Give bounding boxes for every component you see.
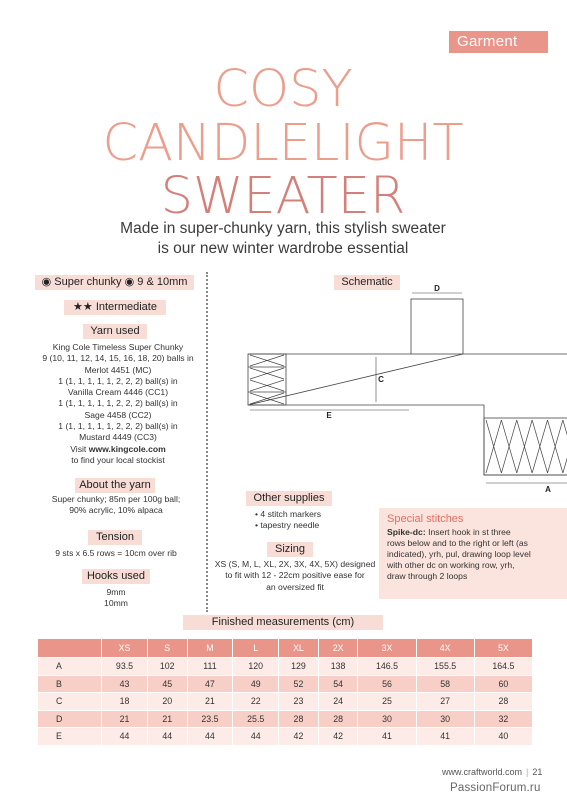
page-footer [442,767,542,777]
hook-size-label: 9 & 10mm [137,276,188,288]
hem-cross [532,420,547,473]
table-cell: 111 [187,658,233,676]
yarn-used-heading: Yarn used [83,324,147,339]
table-cell: 32 [474,710,532,728]
stitch-line: rows below and to the right or left (as [387,538,528,548]
row-label: B [38,675,102,693]
table-row [38,693,533,711]
table-header-cell: M [187,639,233,658]
stitch-term: Spike-dc: [387,527,426,537]
table-cell: 20 [147,693,187,711]
stitch-line: with other dc on working row, yrh, [387,560,515,570]
supplies-item: • 4 stitch markers [255,509,322,519]
row-label: E [38,728,102,746]
hem-cross [486,420,501,473]
table-header-cell: 2X [318,639,358,658]
watermark: PassionForum.ru [450,782,541,794]
stitch-line: Insert hook in st three [425,527,511,537]
table-cell: 43 [102,675,148,693]
stitch-line: indicated), yrh, pul, drawing loop level [387,549,531,559]
about-yarn-heading: About the yarn [75,478,155,493]
table-cell: 49 [233,675,279,693]
visit-prefix: Visit [70,443,89,454]
row-label: A [38,658,102,676]
table-header-cell: XL [279,639,319,658]
difficulty-stars: ★★ [73,301,93,313]
table-header-corner [38,639,102,658]
other-supplies-heading: Other supplies [246,491,332,506]
table-cell: 56 [358,675,416,693]
footer-site[interactable]: www.craftworld.com [442,767,523,777]
yarn-line: King Cole Timeless Super Chunky [52,342,184,352]
measurements-heading: Finished measurements (cm) [183,615,383,630]
about-yarn-line: 90% acrylic, 10% alpaca [69,505,163,516]
about-yarn-text [13,494,219,517]
table-cell: 60 [474,675,532,693]
footer-separator: | [526,767,529,777]
table-cell: 120 [233,658,279,676]
hem-cross [563,420,567,473]
table-cell: 27 [416,693,474,711]
table-header-row [38,639,533,658]
special-stitches-heading: Special stitches [387,513,464,525]
title-line-1: COSY [213,60,353,119]
special-stitches-box [379,508,567,599]
table-cell: 21 [102,710,148,728]
special-stitches-body [387,527,559,582]
table-cell: 28 [279,710,319,728]
stitch-line: draw through 2 loops [387,571,468,581]
tension-heading: Tension [88,530,142,545]
table-cell: 30 [358,710,416,728]
table-cell: 23 [279,693,319,711]
table-cell: 129 [279,658,319,676]
yarn-line: Mustard 4449 (CC3) [79,432,157,443]
visit-suffix: to find your local stockist [71,454,165,465]
sizing-line: to fit with 12 - 22cm positive ease for [225,570,365,581]
yarn-line: 1 (1, 1, 1, 1, 1, 2, 2, 2) ball(s) in [58,375,178,386]
table-header-cell: 5X [474,639,532,658]
sizing-text [210,559,380,593]
table-cell: 40 [474,728,532,746]
table-header-cell: L [233,639,279,658]
table-cell: 58 [416,675,474,693]
yarn-line: 9 (10, 11, 12, 14, 15, 16, 18, 20) balls in [42,353,194,364]
table-cell: 54 [318,675,358,693]
schematic-neck [411,299,463,354]
yarn-weight-label: Super chunky [54,276,122,288]
table-cell: 25.5 [233,710,279,728]
schematic-hem-pattern [486,420,567,473]
standfirst-line-2: is our new winter wardrobe essential [157,240,409,257]
table-cell: 44 [147,728,187,746]
sizing-line: an oversized fit [266,581,324,592]
measurements-table [37,638,533,746]
yarn-line: 1 (1, 1, 1, 1, 1, 2, 2, 2) ball(s) in [58,398,178,409]
table-cell: 21 [147,710,187,728]
table-cell: 30 [416,710,474,728]
yarn-ball-icon: ◉ [41,276,52,288]
sweater-schematic [236,284,551,499]
yarn-line: Vanilla Cream 4446 (CC1) [67,387,169,398]
dimension-d-label: D [434,284,440,293]
schematic-hem-rib [484,418,567,475]
standfirst-line-1: Made in super-chunky yarn, this stylish sweater [120,220,446,237]
tension-text: 9 sts x 6.5 rows = 10cm over rib [55,548,177,558]
hooks-heading: Hooks used [82,569,150,584]
title-line-2: CANDLELIGHT [102,114,464,173]
table-cell: 42 [279,728,319,746]
table-cell: 28 [474,693,532,711]
about-yarn-line: Super chunky; 85m per 100g ball; [51,494,181,504]
table-cell: 138 [318,658,358,676]
table-cell: 21 [187,693,233,711]
hook-line: 9mm [106,587,126,597]
title-line-3: SWEATER [160,167,406,226]
schematic-cuff-pattern [250,355,284,404]
hook-icon: ◉ [124,276,135,288]
yarn-line: Merlot 4451 (MC) [84,364,152,375]
table-cell: 102 [147,658,187,676]
supplies-list [255,509,321,532]
hem-cross [548,420,563,473]
table-row [38,675,533,693]
yarn-used-text [15,342,221,466]
table-cell: 24 [318,693,358,711]
table-header-cell: 4X [416,639,474,658]
table-cell: 155.5 [416,658,474,676]
table-cell: 93.5 [102,658,148,676]
table-header-cell: XS [102,639,148,658]
visit-line [15,444,221,455]
table-row [38,728,533,746]
table-cell: 42 [318,728,358,746]
table-cell: 22 [233,693,279,711]
table-cell: 44 [102,728,148,746]
dimension-c-label: C [378,375,384,384]
hooks-text [13,587,219,610]
dimension-e-label: E [326,411,332,420]
hem-cross [517,420,532,473]
yarn-line: 1 (1, 1, 1, 1, 1, 2, 2, 2) ball(s) in [58,421,178,432]
hook-line: 10mm [104,598,128,609]
schematic-heading: Schematic [334,275,400,290]
table-header-cell: S [147,639,187,658]
hem-cross [501,420,516,473]
row-label: D [38,710,102,728]
table-cell: 18 [102,693,148,711]
page-number: 21 [532,767,543,777]
schematic-outline [248,354,567,475]
supplies-item: • tapestry needle [255,520,320,531]
table-header-cell: 3X [358,639,416,658]
table-cell: 52 [279,675,319,693]
section-badge: Garment [449,31,548,53]
table-cell: 146.5 [358,658,416,676]
table-cell: 41 [358,728,416,746]
kingcole-link[interactable]: www.kingcole.com [88,443,166,454]
yarn-weight-pill [35,275,194,290]
table-cell: 47 [187,675,233,693]
table-cell: 23.5 [187,710,233,728]
dimension-a-label: A [545,485,551,494]
sizing-line: XS (S, M, L, XL, 2X, 3X, 4X, 5X) designed [214,559,376,569]
table-cell: 25 [358,693,416,711]
table-cell: 44 [233,728,279,746]
difficulty-label: Intermediate [95,301,157,313]
table-cell: 44 [187,728,233,746]
table-cell: 41 [416,728,474,746]
table-row [38,710,533,728]
yarn-line: Sage 4458 (CC2) [84,409,152,420]
row-label: C [38,693,102,711]
table-cell: 45 [147,675,187,693]
table-cell: 28 [318,710,358,728]
table-cell: 164.5 [474,658,532,676]
difficulty-pill [64,300,166,315]
table-row [38,658,533,676]
sizing-heading: Sizing [267,542,313,557]
